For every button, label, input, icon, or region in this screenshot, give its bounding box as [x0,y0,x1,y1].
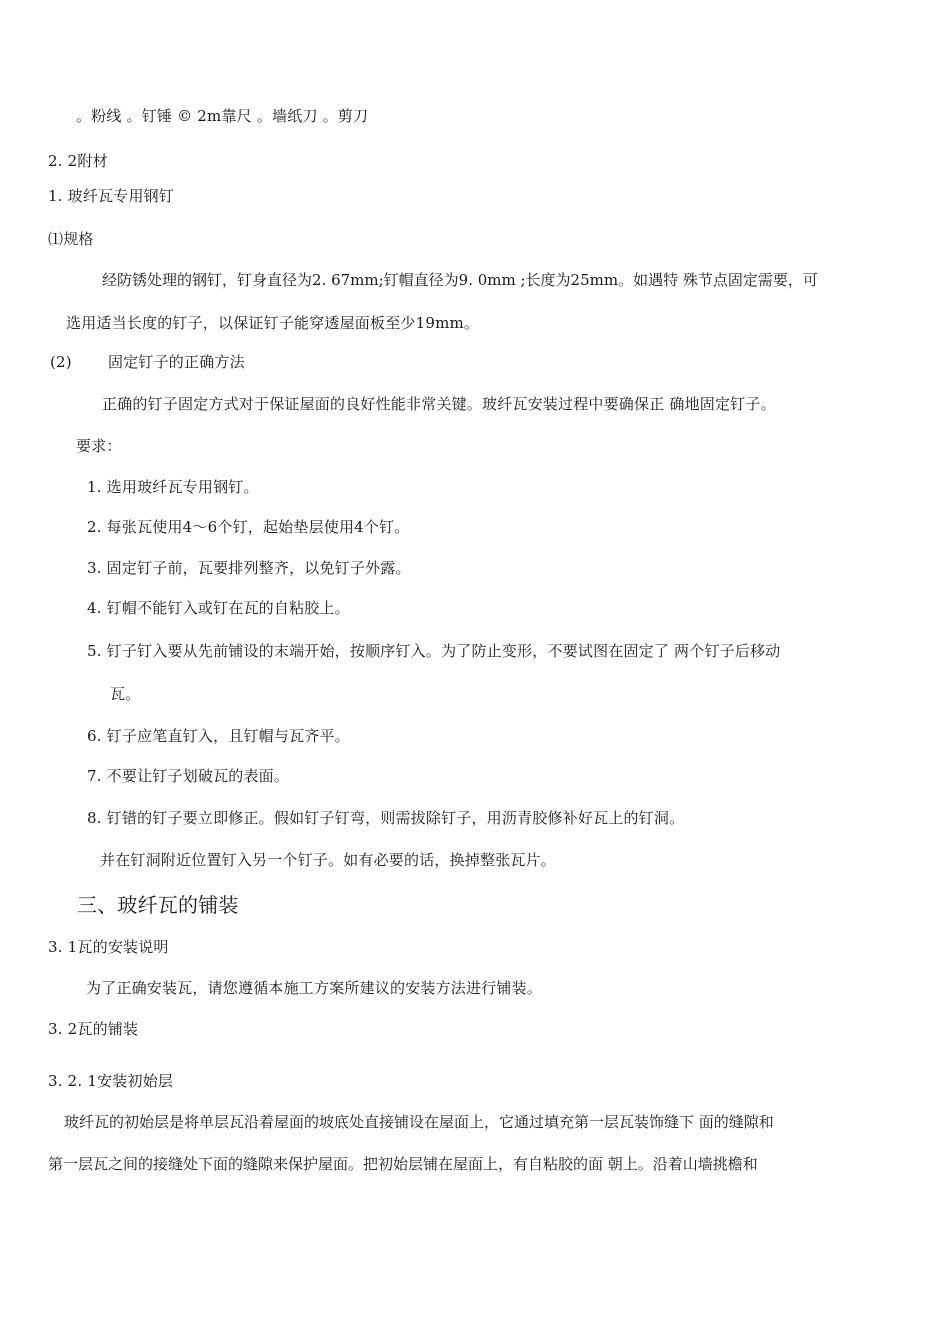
list-item-continuation: 并在钉洞附近位置钉入另一个钉子。如有必要的话，换掉整张瓦片。 [100,851,557,869]
method-number: (2) [50,353,72,371]
subsection-heading: 1. 玻纤瓦专用钢钉 [48,187,175,205]
paragraph-line: 玻纤瓦的初始层是将单层瓦沿着屋面的坡底处直接铺设在屋面上，它通过填充第一层瓦装饰缝下 面的缝隙和 [64,1113,774,1131]
paragraph-line: 第一层瓦之间的接缝处下面的缝隙来保护屋面。把初始层铺在屋面上，有自粘胶的面 朝上。沿着山墙挑檐和 [48,1155,758,1173]
list-item: 1. 选用玻纤瓦专用钢钉。 [87,478,259,496]
section-heading: 3. 2瓦的铺装 [48,1020,139,1038]
list-item: 5. 钉子钉入要从先前铺设的末端开始，按顺序钉入。为了防止变形，不要试图在固定了 两个钉子后移动 [87,642,781,660]
section-heading: 2. 2附材 [48,152,108,170]
paragraph-line: 经防锈处理的钢钉，钉身直径为2. 67mm;钉帽直径为9. 0mm ;长度为25mm。如遇特 殊节点固定需要，可 [102,271,818,289]
method-title: 固定钉子的正确方法 [108,353,245,371]
chapter-heading: 三、玻纤瓦的铺装 [77,893,239,917]
list-item: 7. 不要让钉子划破瓦的表面。 [87,767,290,785]
list-item: 6. 钉子应笔直钉入，且钉帽与瓦齐平。 [87,727,350,745]
spec-heading: ⑴规格 [48,230,94,248]
list-item: 3. 固定钉子前，瓦要排列整齐，以免钉子外露。 [87,559,411,577]
paragraph-line: 选用适当长度的钉子，以保证钉子能穿透屋面板至少19mm。 [66,314,480,332]
section-heading: 3. 1瓦的安装说明 [48,938,169,956]
requirements-label: 要求： [76,437,122,455]
paragraph-line: 正确的钉子固定方式对于保证屋面的良好性能非常关键。玻纤瓦安装过程中要确保正 确地固定钉子。 [102,395,776,413]
list-item: 2. 每张瓦使用4〜6个钉，起始垫层使用4个钉。 [87,518,410,536]
tools-line: 。粉线 。钉锤 © 2m靠尺 。墙纸刀 。剪刀 [76,107,369,125]
list-item-continuation: 瓦。 [110,685,141,703]
paragraph-line: 为了正确安装瓦，请您遵循本施工方案所建议的安装方法进行铺装。 [86,979,543,997]
subsection-heading: 3. 2. 1安装初始层 [48,1072,174,1090]
list-item: 8. 钉错的钉子要立即修正。假如钉子钉弯，则需拔除钉子，用沥青胶修补好瓦上的钉洞。 [87,809,685,827]
list-item: 4. 钉帽不能钉入或钉在瓦的自粘胶上。 [87,599,350,617]
